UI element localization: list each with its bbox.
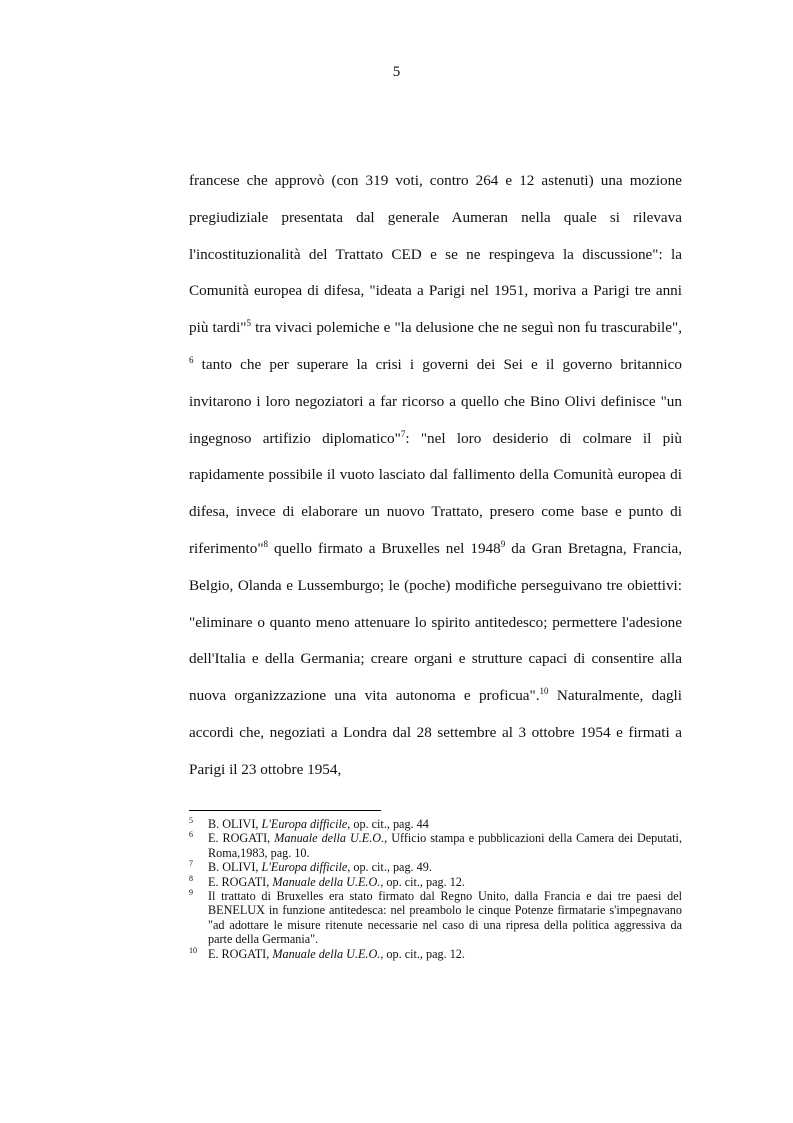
main-paragraph <box>189 163 682 789</box>
footnote-segment: , op. cit., pag. 12. <box>380 946 465 961</box>
footnote-title: L'Europa difficile <box>261 860 348 875</box>
footnote <box>189 947 682 961</box>
footnote-segment: , op. cit., pag. 49. <box>347 860 432 875</box>
paragraph-text: da Gran Bretagna, Francia, Belgio, Olanda e Lussemburgo; le (poche) modifiche perseguivano tre obiettivi: "eliminare o quanto meno attenuare lo spirito antitedesco; permettere l'adesione dell'Italia e della Germania; creare organi e strutture capaci di consentire alla nuova organizzazione una vita autonoma e proficua". <box>189 539 682 705</box>
footnote-number: 6 <box>189 830 193 840</box>
footnote-ref[interactable]: 5 <box>246 318 252 329</box>
footnote <box>189 817 682 831</box>
footnotes <box>189 817 682 961</box>
paragraph-text: francese che approvò (con 319 voti, contro 264 e 12 astenuti) una mozione pregiudiziale presentata dal generale Aumeran nella quale si rilevava l'incostituzionalità del Trattato CED e se ne respingeva la discussione": la Comunità europea di difesa, "ideata a Parigi nel 1951, moriva a Parigi tre anni più tardi" <box>189 172 682 337</box>
footnote-text <box>208 860 432 874</box>
footnote-segment: , op. cit., pag. 44 <box>347 817 429 831</box>
footnote-title: Manuale della U.E.O. <box>272 946 381 961</box>
footnote <box>189 875 682 889</box>
footnote-ref[interactable]: 6 <box>189 354 194 365</box>
footnote-number: 5 <box>189 816 193 825</box>
footnote-text <box>208 817 429 831</box>
footnote-title: Manuale della U.E.O. <box>274 831 385 846</box>
footnote-ref[interactable]: 7 <box>400 428 406 439</box>
page-number: 5 <box>392 64 401 80</box>
footnote-segment: , op. cit., pag. 12. <box>380 874 465 889</box>
footnote-segment: E. ROGATI, <box>208 831 275 846</box>
footnote-number: 9 <box>189 888 193 898</box>
footnote <box>189 831 682 860</box>
footnote-text <box>208 889 682 946</box>
footnote-title: Manuale della U.E.O. <box>272 874 381 889</box>
footnote-segment: B. OLIVI, <box>208 860 262 875</box>
footnote-separator <box>189 810 381 811</box>
footnote-number: 7 <box>189 859 193 869</box>
footnote-text <box>208 875 465 889</box>
footnote-text <box>208 947 465 961</box>
footnote-number: 8 <box>189 873 193 883</box>
footnote-ref[interactable]: 9 <box>500 538 506 549</box>
footnote-segment: E. ROGATI, <box>208 946 273 961</box>
footnote-ref[interactable]: 10 <box>539 686 549 697</box>
footnote-number: 10 <box>189 945 197 955</box>
footnote-segment: Il trattato di Bruxelles era stato firmato dal Regno Unito, dalla Francia e dai tre paesi del BENELUX in funzione antitedesca: nel preambolo le cinque Potenze firmatarie s'impegnavano "ad adottare le misure ritenute necessarie nel caso di una ripresa della politica aggressiva da parte della Germania". <box>208 889 682 947</box>
footnote-title: L'Europa difficile <box>261 817 348 831</box>
body-text <box>189 163 682 789</box>
footnote-segment: , Ufficio stampa e pubblicazioni della Camera dei Deputati, Roma,1983, pag. 10. <box>208 831 682 860</box>
paragraph-text: Naturalmente, dagli accordi che, negoziati a Londra dal 28 settembre al 3 ottobre 1954 e firmati a Parigi il 23 ottobre 1954, <box>189 687 682 778</box>
footnote-ref[interactable]: 8 <box>263 538 269 549</box>
footnote <box>189 889 682 947</box>
paragraph-text: quello firmato a Bruxelles nel 1948 <box>268 539 501 557</box>
paragraph-text: tra vivaci polemiche e "la delusione che ne seguì non fu trascurabile", <box>251 319 682 337</box>
footnote-segment: B. OLIVI, <box>208 817 262 831</box>
footnote-text <box>208 831 682 859</box>
paragraph-text: tanto che per superare la crisi i governi dei Sei e il governo britannico invitarono i loro negoziatori a far ricorso a quello che Bino Olivi definisce "un ingegnoso artifizio diplomatico" <box>189 355 682 447</box>
paragraph-text: : "nel loro desiderio di colmare il più rapidamente possibile il vuoto lasciato dal fallimento della Comunità europea di difesa, invece di elaborare un nuovo Trattato, presero come base e punto di riferimento" <box>189 429 682 557</box>
footnote-segment: E. ROGATI, <box>208 874 273 889</box>
footnote <box>189 860 682 874</box>
